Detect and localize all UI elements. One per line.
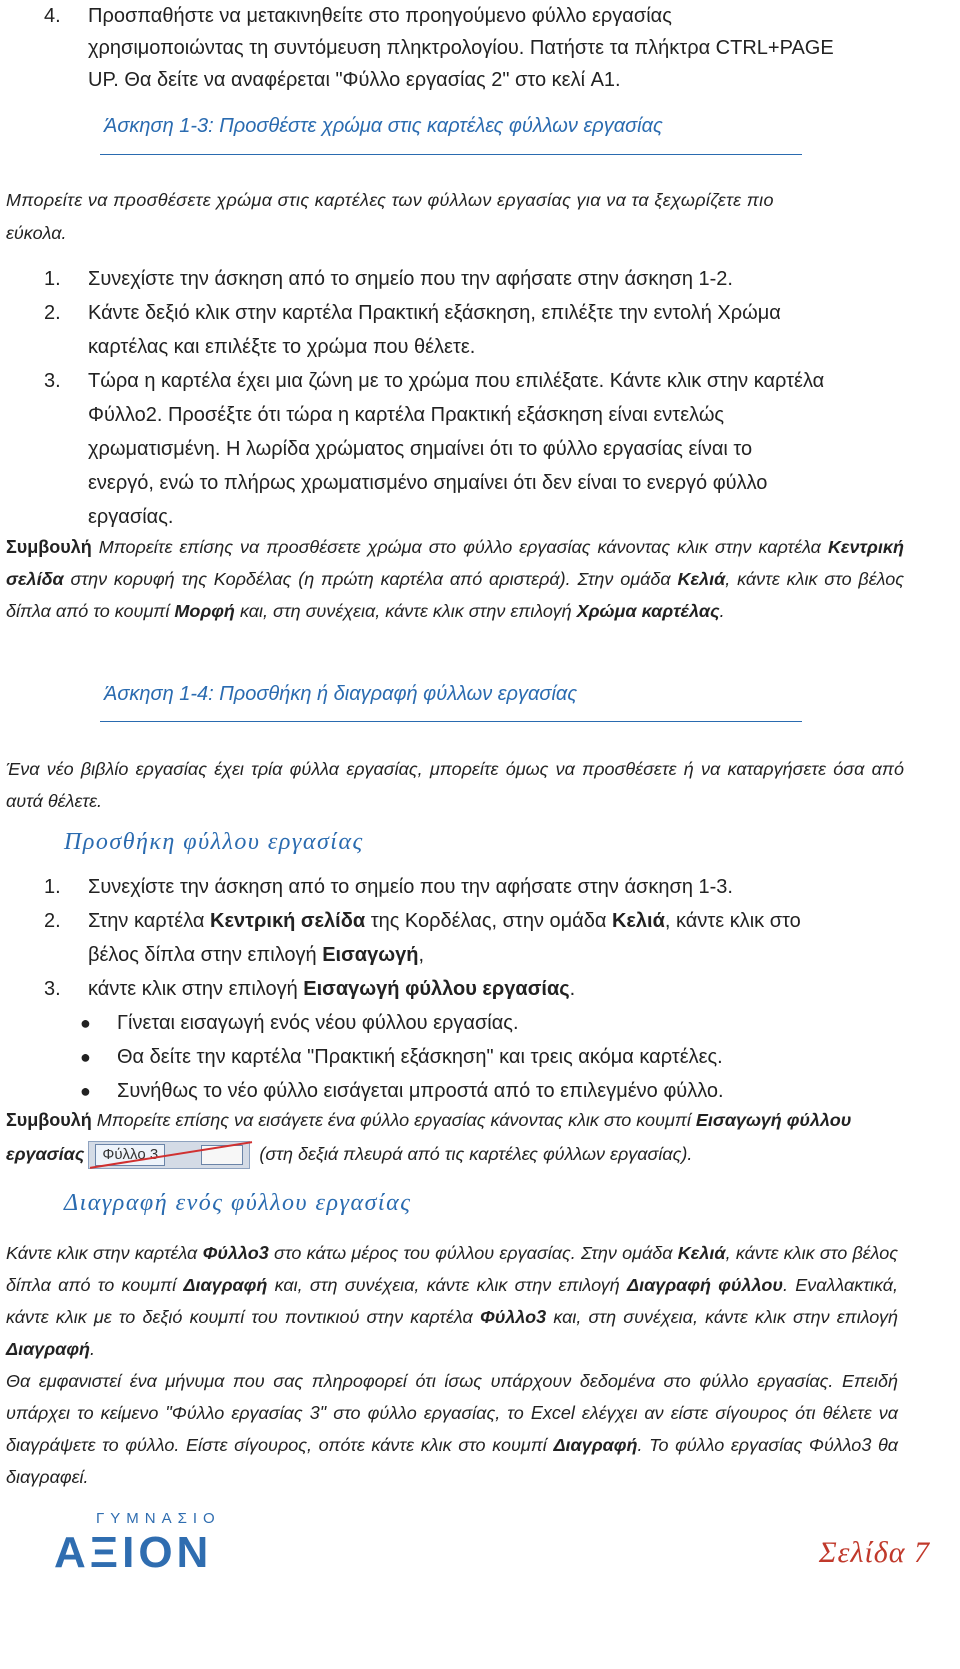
bold-text: Εισαγωγή φύλλου εργασίας bbox=[303, 978, 570, 1000]
final-paragraph bbox=[6, 1365, 898, 1493]
text-line: UP. Θα δείτε να αναφέρεται "Φύλλο εργασίας 2" στο κελί A1. bbox=[88, 69, 621, 91]
list-number: 3. bbox=[44, 370, 61, 392]
exercise-1-3-heading: Άσκηση 1-3: Προσθέστε χρώμα στις καρτέλες φύλλων εργασίας bbox=[104, 115, 663, 137]
school-logo: ΑΞΙΟΝ bbox=[54, 1528, 213, 1577]
text: . bbox=[89, 1339, 95, 1359]
list-number: 3. bbox=[44, 978, 61, 1000]
text: Μπορείτε επίσης να προσθέσετε χρώμα στο φύλλο εργασίας κάνοντας κλικ στην καρτέλα bbox=[91, 537, 828, 557]
tip-paragraph bbox=[6, 1103, 904, 1171]
bold-text: Φύλλο3 bbox=[202, 1243, 269, 1263]
text: , κάντε κλικ στο βέλος δίπλα από το κουμπί bbox=[6, 569, 904, 621]
text-line: εργασίας. bbox=[88, 506, 174, 528]
step-item bbox=[0, 364, 930, 534]
bold-text: Κελιά bbox=[611, 910, 665, 932]
bold-text: Μορφή bbox=[174, 601, 235, 621]
text-line: Τώρα η καρτέλα έχει μια ζώνη με το χρώμα που επιλέξατε. Κάντε κλικ στην καρτέλα bbox=[88, 370, 825, 392]
step-item bbox=[0, 870, 930, 904]
step-item bbox=[0, 972, 930, 1006]
bold-text: Διαγραφή bbox=[553, 1435, 638, 1455]
text: . Το φύλλο εργασίας Φύλλο3 θα διαγραφεί. bbox=[6, 1435, 899, 1487]
text-line: καρτέλας και επιλέξτε το χρώμα που θέλετε. bbox=[88, 336, 476, 358]
bold-text: Εισαγωγή φύλλου εργασίας bbox=[6, 1110, 852, 1164]
text: Κάντε κλικ στην καρτέλα bbox=[6, 1243, 203, 1263]
tip-paragraph bbox=[6, 531, 904, 627]
text: Γίνεται εισαγωγή ενός νέου φύλλου εργασίας. bbox=[117, 1012, 519, 1034]
heading-rule bbox=[100, 154, 802, 155]
bold-text: Κεντρική σελίδα bbox=[210, 910, 366, 932]
text: και, στη συνέχεια, κάντε κλικ στην επιλογή bbox=[267, 1275, 628, 1295]
text: Συνήθως το νέο φύλλο εισάγεται μπροστά από το επιλεγμένο φύλλο. bbox=[117, 1080, 724, 1102]
text: , κάντε κλικ στο βέλος δίπλα από το κουμπί bbox=[6, 1243, 899, 1295]
insert-worksheet-tab-image bbox=[88, 1141, 250, 1169]
bold-text: Διαγραφή bbox=[6, 1339, 90, 1359]
text: Στην καρτέλα bbox=[88, 910, 211, 932]
text: . Εναλλακτικά, κάντε κλικ με το δεξιό κουμπί του ποντικιού στην καρτέλα bbox=[6, 1275, 898, 1327]
bold-text: Κεντρική σελίδα bbox=[6, 537, 904, 589]
logo-subtitle: ΓΥΜΝΑΣΙΟ bbox=[96, 1510, 221, 1527]
text: βέλος δίπλα στην επιλογή bbox=[88, 944, 323, 966]
exercise-1-3-steps bbox=[0, 262, 930, 534]
top-list-item bbox=[0, 0, 930, 96]
text-line: χρωματισμένη. Η λωρίδα χρώματος σημαίνει ότι το φύλλο εργασίας είναι το bbox=[88, 438, 753, 460]
list-number: 2. bbox=[44, 302, 61, 324]
add-sheet-heading: Προσθήκη φύλλου εργασίας bbox=[64, 829, 364, 855]
text: της Κορδέλας, στην ομάδα bbox=[365, 910, 612, 932]
page-number: Σελίδα 7 bbox=[818, 1536, 930, 1569]
text: στο κάτω μέρος του φύλλου εργασίας. Στην ομάδα bbox=[268, 1243, 678, 1263]
bullet-icon: ● bbox=[80, 1013, 91, 1033]
text: κάντε κλικ στην επιλογή bbox=[88, 978, 304, 1000]
text-line: εύκολα. bbox=[6, 223, 67, 243]
text-line: Συνεχίστε την άσκηση από το σημείο που την αφήσατε στην άσκηση 1-2. bbox=[88, 268, 733, 290]
tip-label: Συμβουλή bbox=[6, 1110, 92, 1130]
bold-text: Διαγραφή φύλλου bbox=[627, 1275, 783, 1295]
delete-sheet-heading: Διαγραφή ενός φύλλου εργασίας bbox=[64, 1190, 412, 1216]
exercise-1-4-intro: Ένα νέο βιβλίο εργασίας έχει τρία φύλλα εργασίας, μπορείτε όμως να προσθέσετε ή να καταργήσετε όσα από αυτά θέλετε. bbox=[6, 759, 904, 811]
list-number: 4. bbox=[44, 5, 61, 27]
text: , bbox=[418, 944, 425, 966]
text: Συνεχίστε την άσκηση από το σημείο που την αφήσατε στην άσκηση 1-3. bbox=[88, 876, 733, 898]
bullet-icon: ● bbox=[80, 1047, 91, 1067]
text: Θα δείτε την καρτέλα "Πρακτική εξάσκηση" και τρεις ακόμα καρτέλες. bbox=[117, 1046, 723, 1068]
bullet-icon: ● bbox=[80, 1081, 91, 1101]
text: (στη δεξιά πλευρά από τις καρτέλες φύλλων εργασίας). bbox=[254, 1144, 693, 1164]
step-item bbox=[0, 262, 930, 296]
bold-text: Κελιά bbox=[677, 569, 726, 589]
bold-text: Φύλλο3 bbox=[479, 1307, 547, 1327]
sheet-tab-label: Φύλλο 3 bbox=[95, 1144, 165, 1166]
list-number: 1. bbox=[44, 268, 61, 290]
list-number: 1. bbox=[44, 876, 61, 898]
bullet-item bbox=[0, 1040, 930, 1074]
add-sheet-steps bbox=[0, 870, 930, 1108]
exercise-1-3-intro bbox=[6, 184, 926, 250]
heading-rule bbox=[100, 721, 802, 722]
text: , κάντε κλικ στο bbox=[664, 910, 801, 932]
text: στην κορυφή της Κορδέλας (η πρώτη καρτέλα από αριστερά). Στην ομάδα bbox=[63, 569, 678, 589]
bold-text: Διαγραφή bbox=[183, 1275, 268, 1295]
tip-label: Συμβουλή bbox=[6, 537, 92, 557]
text: Θα εμφανιστεί ένα μήνυμα που σας πληροφορεί ότι ίσως υπάρχουν δεδομένα στο φύλλο εργασίας. Επειδή υπάρχει το κείμενο "Φύλλο εργασίας 3" στο φύλλο εργασίας, το Excel ελέγχει αν είστε σίγουρος ότι θέλετε να διαγράψετε το φύλλο. Είστε σίγουρος, οπότε κάντε κλικ στο κουμπί bbox=[6, 1371, 898, 1455]
step-item bbox=[0, 904, 930, 972]
text-line: Μπορείτε να προσθέσετε χρώμα στις καρτέλες των φύλλων εργασίας για να τα ξεχωρίζετε πιο bbox=[6, 190, 774, 210]
text-line: Κάντε δεξιό κλικ στην καρτέλα Πρακτική εξάσκηση, επιλέξτε την εντολή Χρώμα bbox=[88, 302, 781, 324]
step-item bbox=[0, 296, 930, 364]
text: και, στη συνέχεια, κάντε κλικ στην επιλογή bbox=[546, 1307, 898, 1327]
text: . bbox=[719, 601, 725, 621]
bullet-item bbox=[0, 1006, 930, 1040]
bold-text: Χρώμα καρτέλας bbox=[576, 601, 720, 621]
text-line: ενεργό, ενώ το πλήρως χρωματισμένο σημαίνει ότι δεν είναι το ενεργό φύλλο bbox=[88, 472, 768, 494]
text: Μπορείτε επίσης να εισάγετε ένα φύλλο εργασίας κάνοντας κλικ στο κουμπί bbox=[91, 1110, 696, 1130]
bold-text: Εισαγωγή bbox=[322, 944, 419, 966]
text: . bbox=[569, 978, 576, 1000]
delete-paragraph bbox=[6, 1237, 898, 1365]
text: και, στη συνέχεια, κάντε κλικ στην επιλογή bbox=[234, 601, 577, 621]
text-line: Φύλλο2. Προσέξτε ότι τώρα η καρτέλα Πρακτική εξάσκηση είναι εντελώς bbox=[88, 404, 725, 426]
list-number: 2. bbox=[44, 910, 61, 932]
bold-text: Κελιά bbox=[677, 1243, 726, 1263]
exercise-1-4-heading: Άσκηση 1-4: Προσθήκη ή διαγραφή φύλλων εργασίας bbox=[104, 683, 578, 705]
text-line: χρησιμοποιώντας τη συντόμευση πληκτρολογίου. Πατήστε τα πλήκτρα CTRL+PAGE bbox=[88, 37, 834, 59]
text-line: Προσπαθήστε να μετακινηθείτε στο προηγούμενο φύλλο εργασίας bbox=[88, 5, 672, 27]
